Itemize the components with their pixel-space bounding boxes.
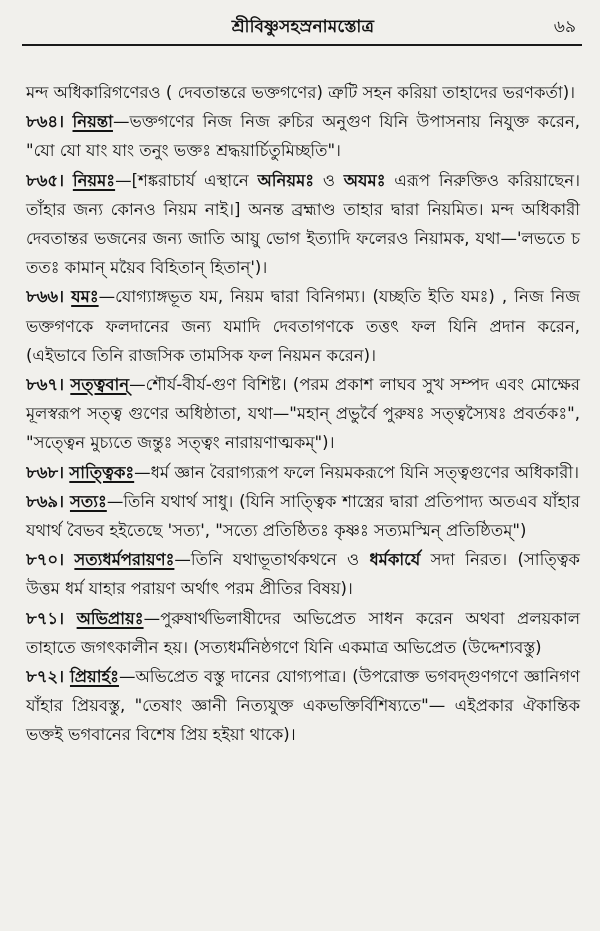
- entry-866: [26, 282, 580, 370]
- entry-term: যমঃ: [71, 287, 99, 307]
- page-title: শ্রীবিষ্ণুসহস্রনামস্তোত্র: [231, 17, 375, 37]
- entry-864: [26, 107, 580, 165]
- entry-bold-term: অযমঃ: [343, 170, 386, 190]
- entry-867: [26, 370, 580, 458]
- entry-number: ৮৬৯।: [26, 491, 65, 511]
- entry-number: ৮৬৮।: [26, 462, 65, 482]
- entry-text: —ধর্ম জ্ঞান বৈরাগ্যরূপ ফলে নিয়মকরূপে যিনি সত্ত্বগুণের অধিকারী।: [134, 462, 579, 482]
- header-rule: [22, 44, 582, 46]
- entry-text: ও: [314, 170, 344, 190]
- entry-number: ৮৭১।: [26, 608, 65, 628]
- entry-bold-term: অনিয়মঃ: [257, 170, 315, 190]
- entry-text: —তিনি যথার্থ সাধু। (যিনি সাত্ত্বিক শাস্ত্রের দ্বারা প্রতিপাদ্য অতএব যাঁহার যথার্থ বৈভব হইতেছে 'সত্য', "সত্যে প্রতিষ্ঠিতঃ কৃষ্ণঃ সত্যমস্মিন্ প্রতিষ্ঠিতম্"): [26, 491, 580, 541]
- entry-869: [26, 487, 580, 545]
- entry-868: [26, 458, 580, 487]
- entry-number: ৮৭২।: [26, 667, 65, 687]
- entry-term: প্রিয়ার্হঃ: [69, 667, 119, 687]
- entry-870: [26, 545, 580, 603]
- entry-term: নিয়ন্তা: [72, 112, 113, 132]
- entry-term: সত্যঃ: [69, 491, 107, 511]
- entry-text: —অভিপ্রেত বস্তু দানের যোগ্যপাত্র। (উপরোক্ত ভগবদ্গুণগণে জ্ঞানিগণ যাঁহার প্রিয়বস্তু, "তেষাং জ্ঞানী নিত্যযুক্ত একভক্তির্বিশিষ্যতে"— এইপ্রকার ঐকান্তিক ভক্তই ভগবানের বিশেষ প্রিয় হইয়া থাকে)।: [26, 667, 580, 745]
- entry-865: [26, 166, 580, 283]
- entry-number: ৮৬৪।: [26, 112, 65, 132]
- intro-text: মন্দ অধিকারিগণেরও ( দেবতান্তরে ভক্তগণের) ত্রুটি সহন করিয়া তাহাদের ভরণকর্তা)।: [26, 83, 576, 102]
- entry-number: ৮৭০।: [26, 550, 65, 570]
- entry-text: —তিনি যথাভূতার্থকথনে ও: [174, 550, 370, 570]
- intro-paragraph: [26, 78, 580, 107]
- page-number: ৬৯: [553, 17, 576, 37]
- entry-number: ৮৬৭।: [26, 375, 65, 395]
- entry-term: সাত্ত্বিকঃ: [69, 462, 135, 482]
- entry-term: অভিপ্রায়ঃ: [76, 608, 144, 628]
- entry-text: সদা নিরত। (সাত্ত্বিক উত্তম ধর্ম যাহার পরায়ণ অর্থাৎ পরম প্রীতির বিষয়)।: [26, 550, 580, 599]
- entry-bold-term: ধর্মকার্যে: [369, 550, 421, 570]
- entry-text: —যোগ্যাঙ্গভূত যম, নিয়ম দ্বারা বিনিগম্য। (যচ্ছতি ইতি যমঃ) , নিজ নিজ ভক্তগণকে ফলদানের জন্য যমাদি দেবতাগণকে তত্তৎ ফল যিনি প্রদান করেন, (এইভাবে তিনি রাজসিক তামসিক ফল নিয়মন করেন)।: [26, 287, 580, 365]
- entry-text: এরূপ নিরুক্তিও করিয়াছেন। তাঁহার জন্য কোনও নিয়ম নাই।] অনন্ত ব্রহ্মাণ্ড তাহার দ্বারা নিয়মিত। মন্দ অধিকারী দেবতান্তর ভজনের জন্য জাতি আয়ু ভোগ ইত্যাদি ফলেরও নিয়ামক, যথা—'লভতে চ ততঃ কামান্ ময়ৈব বিহিতান্ হিতান্')।: [26, 170, 580, 278]
- entry-term: নিয়মঃ: [72, 170, 116, 190]
- entry-text: —[শঙ্করাচার্য এস্থানে: [115, 170, 258, 190]
- running-header: [26, 8, 580, 42]
- entry-872: [26, 662, 580, 750]
- entry-number: ৮৬৬।: [26, 287, 65, 307]
- entry-871: [26, 604, 580, 662]
- entry-text: —শৌর্য-বীর্য-গুণ বিশিষ্ট। (পরম প্রকাশ লাঘব সুখ সম্পদ এবং মোক্ষের মূলস্বরূপ সত্ত্ব গুণের অধিষ্ঠাতা, যথা—"মহান্ প্রভুর্বৈ পুরুষঃ সত্ত্বস্যৈষঃ প্রবর্তকঃ", "সত্ত্বেন মুচ্যতে জন্তুঃ সত্ত্বং নারায়ণাত্মকম্")।: [26, 375, 580, 453]
- entry-term: সত্যধর্মপরায়ণঃ: [74, 550, 175, 570]
- entry-text: —ভক্তগণের নিজ নিজ রুচির অনুগুণ যিনি উপাসনায় নিযুক্ত করেন, "যো যো যাং যাং তনুং ভক্তঃ শ্রদ্ধয়ার্চিতুমিচ্ছতি"।: [26, 112, 580, 161]
- entry-term: সত্ত্ববান্: [70, 375, 130, 395]
- entry-number: ৮৬৫।: [26, 170, 65, 190]
- entry-text: —পুরুষার্থভিলাষীদের অভিপ্রেত সাধন করেন অথবা প্রলয়কাল তাহাতে জগৎকালীন হয়। (সত্যধর্মনিষ্ঠগণে যিনি একমাত্র অভিপ্রেত (উদ্দেশ্যবস্তু): [26, 608, 580, 657]
- page-body: [26, 78, 580, 750]
